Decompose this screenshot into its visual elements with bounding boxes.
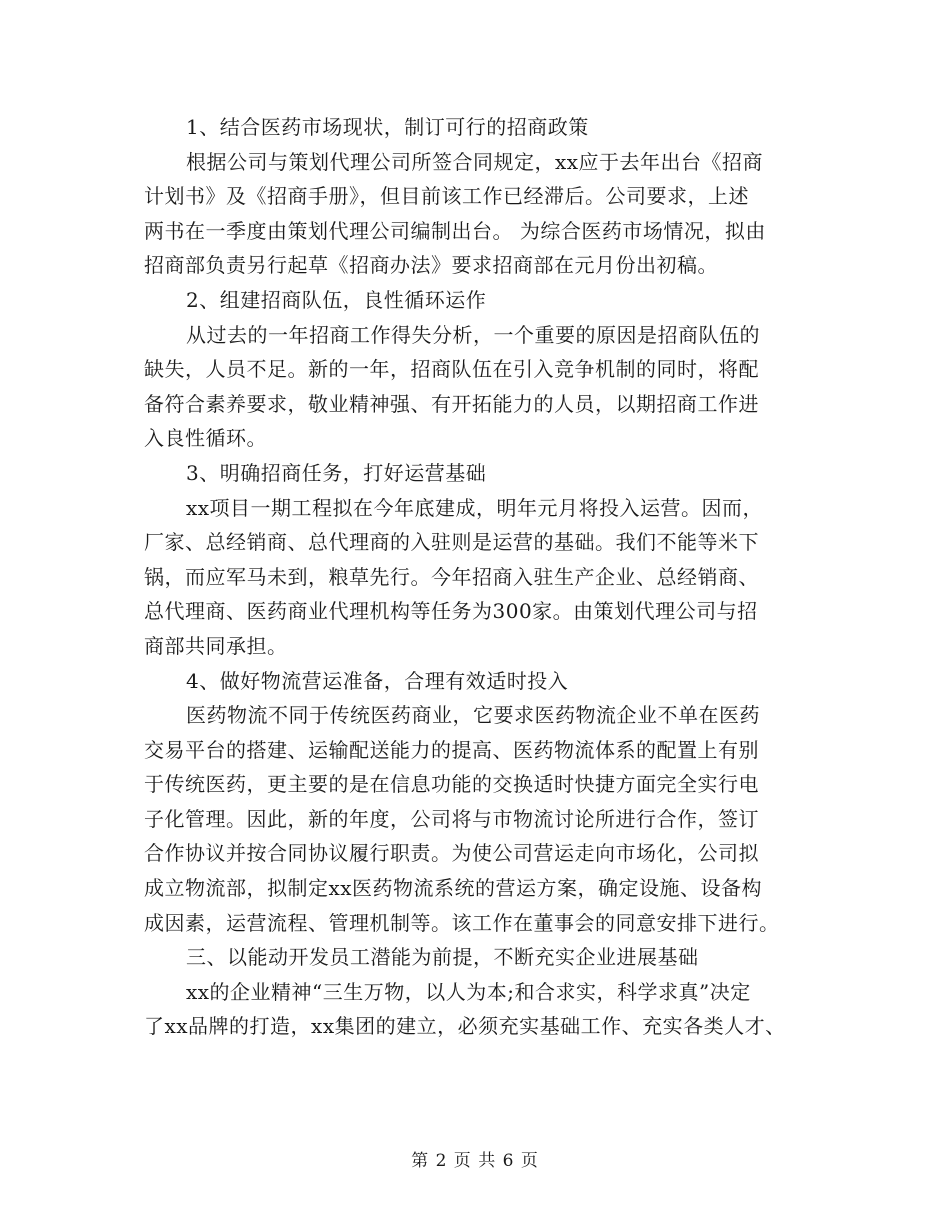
paragraph-line: 锅，而应军马未到，粮草先行。今年招商入驻生产企业、总经销商、 — [144, 564, 759, 589]
heading-line: 2、组建招商队伍，良性循环运作 — [186, 287, 487, 312]
paragraph-line: 医药物流不同于传统医药商业，它要求医药物流企业不单在医药 — [186, 703, 760, 728]
paragraph-line: 商部共同承担。 — [144, 633, 288, 658]
paragraph-line: 成立物流部，拟制定xx医药物流系统的营运方案，确定设施、设备构 — [144, 876, 763, 901]
paragraph-line: xx项目一期工程拟在今年底建成，明年元月将投入运营。因而， — [186, 495, 764, 520]
page-number-footer: 第 2 页 共 6 页 — [411, 1151, 539, 1171]
paragraph-line: 厂家、总经销商、总代理商的入驻则是运营的基础。我们不能等米下 — [144, 530, 759, 555]
paragraph-line: 入良性循环。 — [144, 426, 267, 451]
document-body — [144, 110, 824, 1044]
paragraph-line: 从过去的一年招商工作得失分析，一个重要的原因是招商队伍的 — [186, 322, 760, 347]
paragraph-line: 总代理商、医药商业代理机构等任务为300家。由策划代理公司与招 — [144, 599, 758, 624]
heading-line: 3、明确招商任务，打好运营基础 — [186, 460, 487, 485]
paragraph-line: 于传统医药，更主要的是在信息功能的交换适时快捷方面完全实行电 — [144, 772, 759, 797]
heading-line: 4、做好物流营运准备，合理有效适时投入 — [186, 668, 569, 693]
paragraph-line: 备符合素养要求，敬业精神强、有开拓能力的人员，以期招商工作进 — [144, 391, 759, 416]
section-heading-line: 三、以能动开发员工潜能为前提，不断充实企业进展基础 — [186, 945, 699, 970]
paragraph-line: 子化管理。因此，新的年度，公司将与市物流讨论所进行合作，签订 — [144, 806, 759, 831]
paragraph-line: 缺失，人员不足。新的一年，招商队伍在引入竞争机制的同时，将配 — [144, 357, 759, 382]
paragraph-line: 成因素，运营流程、管理机制等。该工作在董事会的同意安排下进行。 — [144, 910, 780, 935]
paragraph-line: 两书在一季度由策划代理公司编制出台。 为综合医药市场情况，拟由 — [144, 218, 766, 243]
paragraph-line: 招商部负责另行起草《招商办法》要求招商部在元月份出初稿。 — [144, 253, 718, 278]
paragraph-line: 计划书》及《招商手册》，但目前该工作已经滞后。公司要求，上述 — [144, 184, 749, 209]
paragraph-line: 交易平台的搭建、运输配送能力的提高、医药物流体系的配置上有别 — [144, 737, 759, 762]
paragraph-line: 合作协议并按合同协议履行职责。为使公司营运走向市场化，公司拟 — [144, 841, 759, 866]
paragraph-line: 根据公司与策划代理公司所签合同规定，xx应于去年出台《招商 — [186, 149, 764, 174]
paragraph-line: 了xx品牌的打造，xx集团的建立，必须充实基础工作、充实各类人才、 — [144, 1014, 786, 1039]
heading-line: 1、结合医药市场现状，制订可行的招商政策 — [186, 115, 589, 139]
paragraph-line: xx的企业精神“三生万物，以人为本;和合求实，科学求真”决定 — [186, 979, 751, 1004]
